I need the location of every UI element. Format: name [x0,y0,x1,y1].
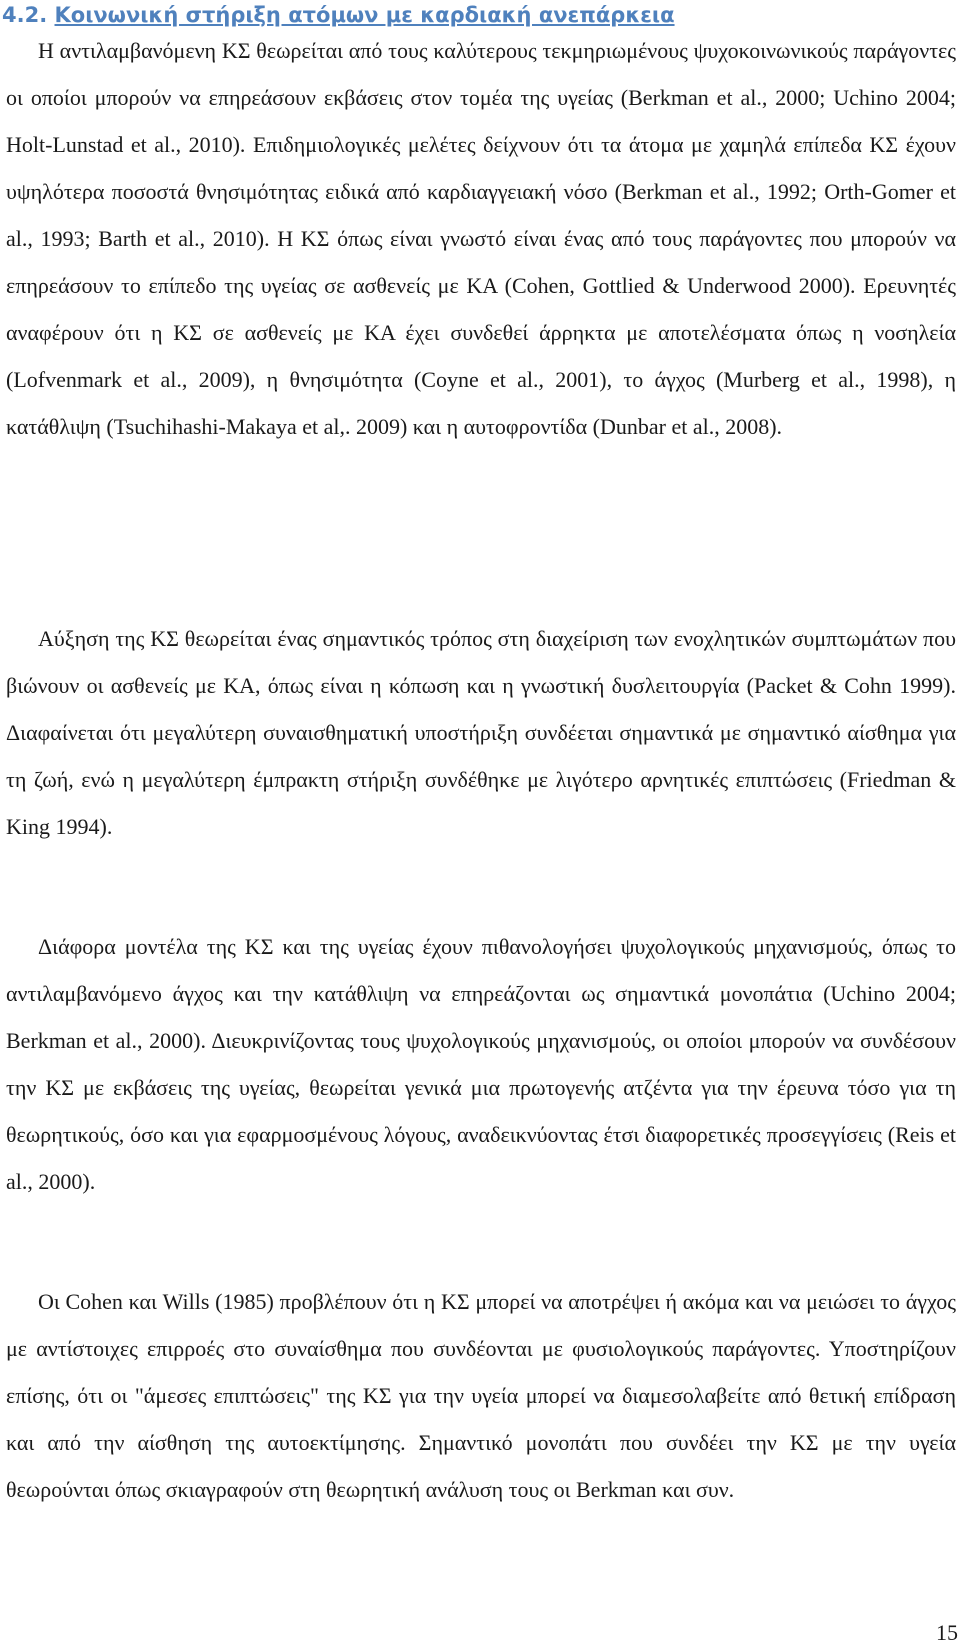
body-paragraph-4: Οι Cohen και Wills (1985) προβλέπουν ότι η ΚΣ μπορεί να αποτρέψει ή ακόμα και να μειώσει το άγχος με αντίστοιχες επιρροές στο συναίσθημα που συνδέονται με φυσιολογικούς παράγοντες. Υποστηρίζουν επίσης, ότι οι "άμεσες επιπτώσεις" της ΚΣ για την υγεία μπορεί να διαμεσολαβείτε από θετική επίδραση και από την αίσθηση της αυτοεκτίμησης. Σημαντικό μονοπάτι που συνδέει την ΚΣ με την υγεία θεωρούνται όπως σκιαγραφούν στη θεωρητική ανάλυση τους οι Berkman και συν. [6,1289,956,1502]
section-number: 4.2. [2,3,48,27]
body-paragraph-2: Αύξηση της ΚΣ θεωρείται ένας σημαντικός τρόπος στη διαχείριση των ενοχλητικών συμπτωμάτων που βιώνουν οι ασθενείς με ΚΑ, όπως είναι η κόπωση και η γνωστική δυσλειτουργία (Packet & Cohn 1999). Διαφαίνεται ότι μεγαλύτερη συναισθηματική υποστήριξη συνδέεται σημαντικά με σημαντικό αίσθημα για τη ζωή, ενώ η μεγαλύτερη έμπρακτη στήριξη συνδέθηκε με λιγότερο αρνητικές επιπτώσεις (Friedman & King 1994). [6,626,956,839]
page-number: 15 [936,1620,958,1645]
body-paragraph-1: Η αντιλαμβανόμενη ΚΣ θεωρείται από τους καλύτερους τεκμηριωμένους ψυχοκοινωνικούς παράγοντες οι οποίοι μπορούν να επηρεάσουν εκβάσεις στον τομέα της υγείας (Berkman et al., 2000; Uchino 2004; Holt-Lunstad et al., 2010). Επιδημιολογικές μελέτες δείχνουν ότι τα άτομα με χαμηλά επίπεδα ΚΣ έχουν υψηλότερα ποσοστά θνησιμότητας ειδικά από καρδιαγγειακή νόσο (Berkman et al., 1992; Orth-Gomer et al., 1993; Barth et al., 2010). Η ΚΣ όπως είναι γνωστό είναι ένας από τους παράγοντες που μπορούν να επηρεάσουν το επίπεδο της υγείας σε ασθενείς με ΚΑ (Cohen, Gottlied & Underwood 2000). Ερευνητές αναφέρουν ότι η ΚΣ σε ασθενείς με ΚΑ έχει συνδεθεί άρρηκτα με αποτελέσματα όπως η νοσηλεία (Lofvenmark et al., 2009), η θνησιμότητα (Coyne et al., 2001), το άγχος (Murberg et al., 1998), η κατάθλιψη (Tsuchihashi-Makaya et al,. 2009) και η αυτοφροντίδα (Dunbar et al., 2008). [6,38,956,439]
section-title: Κοινωνική στήριξη ατόμων με καρδιακή ανεπάρκεια [54,3,675,27]
body-paragraph-3: Διάφορα μοντέλα της ΚΣ και της υγείας έχουν πιθανολογήσει ψυχολογικούς μηχανισμούς, όπως το αντιλαμβανόμενο άγχος και την κατάθλιψη να επηρεάζονται ως σημαντικά μονοπάτια (Uchino 2004; Berkman et al., 2000). Διευκρινίζοντας τους ψυχολογικούς μηχανισμούς, οι οποίοι μπορούν να συνδέσουν την ΚΣ με εκβάσεις της υγείας, θεωρείται γενικά μια πρωτογενής ατζέντα για την έρευνα τόσο για τη θεωρητικούς, όσο και για εφαρμοσμένους λόγους, αναδεικνύοντας έτσι διαφορετικές προσεγγίσεις (Reis et al., 2000). [6,934,956,1194]
section-heading [2,0,675,30]
